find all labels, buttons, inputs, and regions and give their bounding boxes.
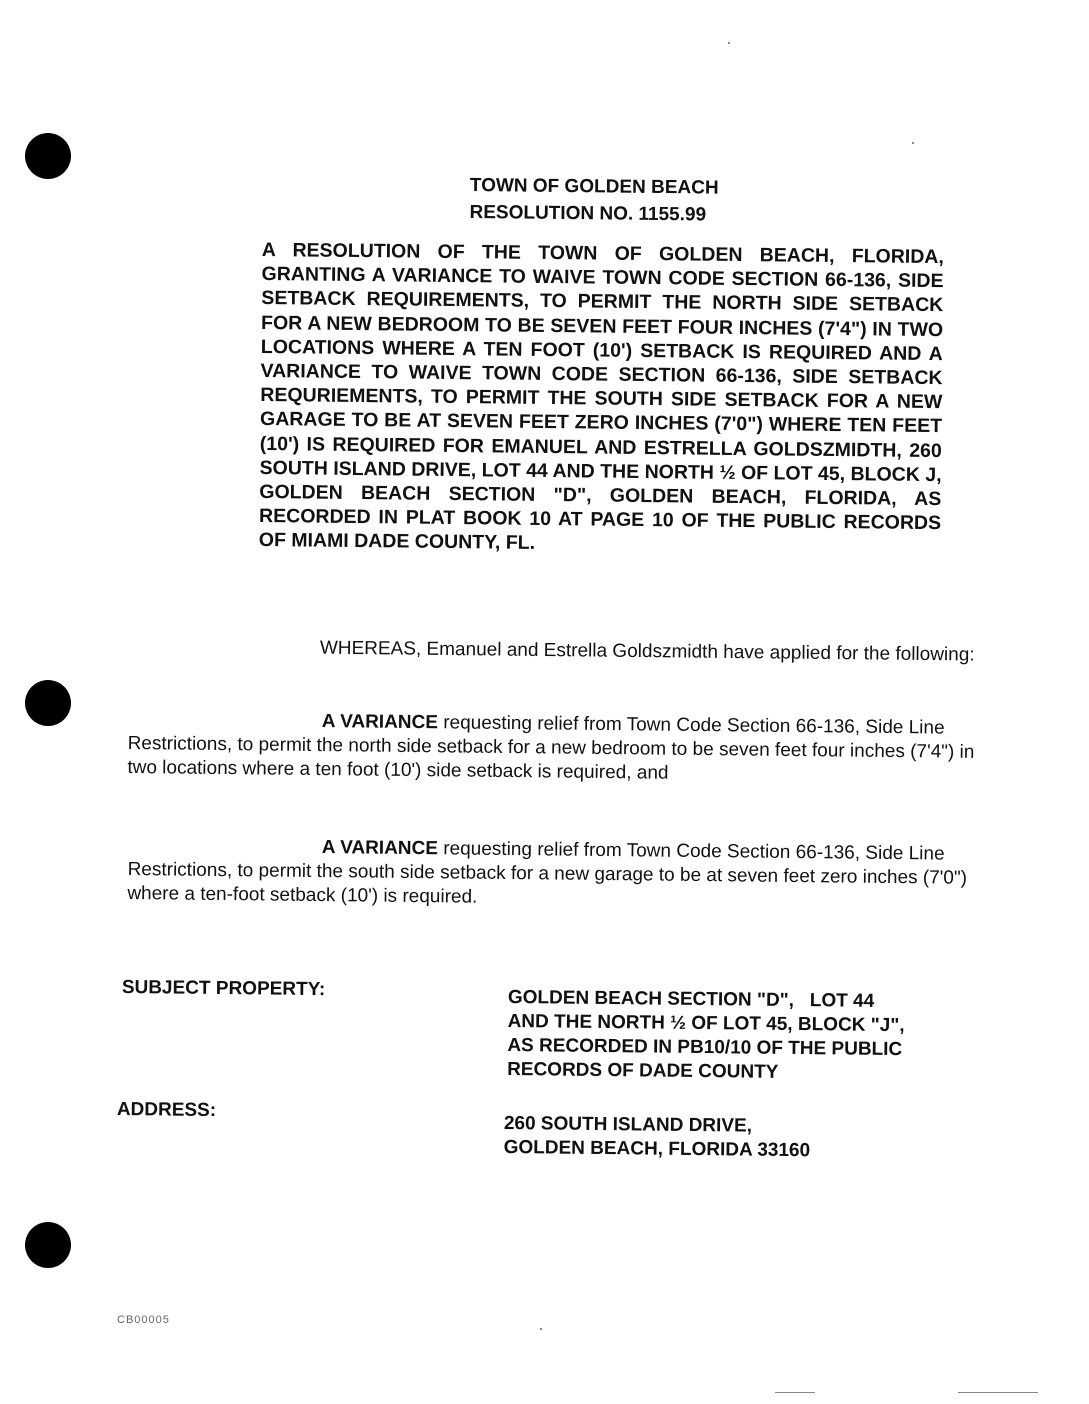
variance-lead: A VARIANCE	[321, 711, 439, 734]
header-resolution-number: RESOLUTION NO. 1155.99	[469, 201, 707, 226]
address-line: GOLDEN BEACH, FLORIDA 33160	[503, 1136, 811, 1162]
variance-lead: A VARIANCE	[321, 837, 439, 860]
variance-text: requesting relief from Town Code Section 66-136, Side Line Restrictions, to permit the south side setback for a new garage to be at seven feet zero inches (7'0") where a ten-foot setback (10') is required.	[127, 838, 968, 908]
address-line: 260 SOUTH ISLAND DRIVE,	[503, 1113, 753, 1137]
punch-hole-bottom	[25, 1222, 71, 1268]
scan-speck	[912, 142, 914, 144]
punch-hole-middle	[25, 680, 71, 726]
address-value	[503, 1112, 963, 1165]
variance-paragraph-south	[127, 834, 976, 915]
scan-speck	[775, 1392, 815, 1393]
punch-hole-top	[25, 133, 71, 179]
header-town-name: TOWN OF GOLDEN BEACH	[469, 174, 719, 199]
whereas-clause: WHEREAS, Emanuel and Estrella Goldszmidth have applied for the following:	[319, 637, 975, 666]
scan-speck	[958, 1392, 1038, 1393]
address-label: ADDRESS:	[116, 1099, 217, 1122]
scan-speck	[540, 1328, 542, 1330]
subject-property-line: AS RECORDED IN PB10/10 OF THE PUBLIC	[507, 1034, 903, 1061]
subject-property-line: GOLDEN BEACH SECTION "D", LOT 44	[507, 986, 875, 1012]
variance-paragraph-north	[127, 708, 976, 789]
variance-text: requesting relief from Town Code Section 66-136, Side Line Restrictions, to permit the north side setback for a new bedroom to be seven feet four inches (7'4") in two locations where a ten foot (10') side setback is required, and	[127, 712, 975, 784]
subject-property-line: AND THE NORTH ½ OF LOT 45, BLOCK "J",	[507, 1010, 905, 1037]
page-footer-code: CB00005	[117, 1314, 170, 1326]
resolution-header	[469, 172, 718, 229]
resolution-caption: A RESOLUTION OF THE TOWN OF GOLDEN BEACH, FLORIDA, GRANTING A VARIANCE TO WAIVE TOWN CODE SECTION 66-136, SIDE SETBACK REQUIREMENTS, TO PERMIT THE NORTH SIDE SETBACK FOR A NEW BEDROOM TO BE SEVEN FEET FOUR INCHES (7'4") IN TWO LOCATIONS WHERE A TEN FOOT (10') SETBACK IS REQUIRED AND A VARIANCE TO WAIVE TOWN CODE SECTION 66-136, SIDE SETBACK REQURIEMENTS, TO PERMIT THE SOUTH SIDE SETBACK FOR A NEW GARAGE TO BE AT SEVEN FEET ZERO INCHES (7'0") WHERE TEN FEET (10') IS REQUIRED FOR EMANUEL AND ESTRELLA GOLDSZMIDTH, 260 SOUTH ISLAND DRIVE, LOT 44 AND THE NORTH ½ OF LOT 45, BLOCK J, GOLDEN BEACH SECTION "D", GOLDEN BEACH, FLORIDA, AS RECORDED IN PLAT BOOK 10 AT PAGE 10 OF THE PUBLIC RECORDS OF MIAMI DADE COUNTY, FL.	[258, 238, 944, 555]
subject-property-label: SUBJECT PROPERTY:	[121, 976, 326, 1001]
scan-speck	[728, 42, 730, 44]
subject-property-line: RECORDS OF DADE COUNTY	[507, 1058, 779, 1083]
subject-property-value	[507, 986, 968, 1087]
